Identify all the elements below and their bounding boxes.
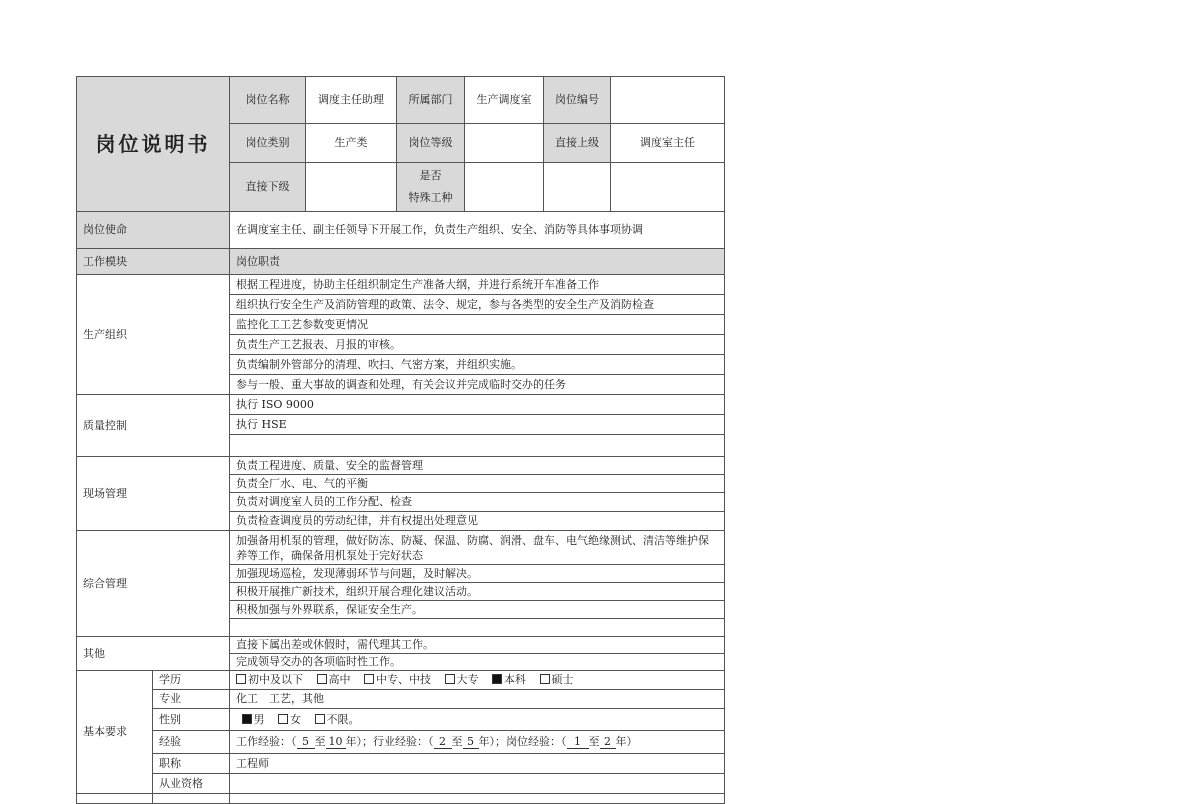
module-name: 其他 (77, 637, 230, 671)
education-option: 高中 (328, 673, 351, 686)
post-name-value: 调度主任助理 (306, 77, 397, 124)
title-value: 工程师 (230, 754, 725, 774)
exp-end: 年）； (345, 735, 373, 748)
duty-item: 负责编制外管部分的清理、吹扫、气密方案，并组织实施。 (230, 355, 725, 375)
major-value: 化工 工艺，其他 (230, 690, 725, 709)
checkbox-icon (445, 674, 455, 684)
blank-cell (153, 794, 230, 804)
blank-cell (611, 163, 725, 212)
module-column-header: 工作模块 (77, 249, 230, 275)
work-exp-max: 10 (326, 736, 346, 749)
qualification-value (230, 774, 725, 794)
job-description-sheet (76, 76, 724, 804)
checkbox-icon (278, 714, 288, 724)
work-exp-label: 工作经验：（ (236, 735, 297, 748)
blank-cell (77, 794, 153, 804)
experience-values (230, 731, 725, 754)
module-name: 生产组织 (77, 275, 230, 395)
gender-option: 女 (290, 712, 301, 726)
industry-exp-max: 5 (463, 736, 479, 749)
duty-item: 参与一般、重大事故的调查和处理，有关会议并完成临时交办的任务 (230, 375, 725, 395)
subordinate-value (306, 163, 397, 212)
dept-label: 所属部门 (397, 77, 465, 124)
duty-item: 负责检查调度员的劳动纪律，并有权提出处理意见 (230, 512, 725, 531)
duty-item: 组织执行安全生产及消防管理的政策、法令、规定，参与各类型的安全生产及消防检查 (230, 295, 725, 315)
duty-item: 负责对调度室人员的工作分配、检查 (230, 493, 725, 512)
blank-cell (544, 163, 611, 212)
gender-options (230, 709, 725, 731)
duty-item: 完成领导交办的各项临时性工作。 (230, 654, 725, 671)
industry-exp-min: 2 (434, 736, 452, 749)
exp-to: 至 (588, 735, 600, 748)
duty-item: 执行 HSE (230, 415, 725, 435)
exp-end: 年）； (478, 735, 506, 748)
requirements-label: 基本要求 (77, 671, 153, 794)
subordinate-label: 直接下级 (230, 163, 306, 212)
duty-item (230, 435, 725, 457)
education-options (230, 671, 725, 690)
work-exp-min: 5 (297, 736, 315, 749)
duty-item: 根据工程进度，协助主任组织制定生产准备大纲，并进行系统开车准备工作 (230, 275, 725, 295)
duty-column-header: 岗位职责 (230, 249, 725, 275)
gender-label: 性别 (153, 709, 230, 731)
gender-option: 男 (253, 712, 265, 726)
checkbox-icon (317, 674, 327, 684)
dept-value: 生产调度室 (465, 77, 544, 124)
duty-item: 加强现场巡检，发现薄弱环节与问题，及时解决。 (230, 565, 725, 583)
post-name-label: 岗位名称 (230, 77, 306, 124)
post-no-label: 岗位编号 (544, 77, 611, 124)
checkbox-icon (236, 674, 246, 684)
special-job-label-line2: 特殊工种 (408, 191, 453, 204)
title-label: 职称 (153, 754, 230, 774)
category-value: 生产类 (306, 124, 397, 163)
exp-end: 年） (615, 735, 638, 748)
education-option: 大专 (456, 673, 479, 686)
exp-to: 至 (314, 735, 326, 748)
experience-label: 经验 (153, 731, 230, 754)
special-job-label (397, 163, 465, 212)
education-label: 学历 (153, 671, 230, 690)
duty-item: 直接下属出差或休假时，需代理其工作。 (230, 637, 725, 654)
major-label: 专业 (153, 690, 230, 709)
duty-item (230, 619, 725, 637)
duty-item: 负责生产工艺报表、月报的审核。 (230, 335, 725, 355)
mission-label: 岗位使命 (77, 212, 230, 249)
duty-item: 执行 ISO 9000 (230, 395, 725, 415)
duty-item: 监控化工工艺参数变更情况 (230, 315, 725, 335)
education-option: 初中及以下 (248, 673, 303, 686)
post-exp-max: 2 (600, 736, 616, 749)
duty-item: 负责全厂水、电、气的平衡 (230, 475, 725, 493)
qualification-label: 从业资格 (153, 774, 230, 794)
category-label: 岗位类别 (230, 124, 306, 163)
module-name: 综合管理 (77, 531, 230, 637)
superior-label: 直接上级 (544, 124, 611, 163)
duty-item: 加强备用机泵的管理，做好防冻、防凝、保温、防腐、润滑、盘车、电气绝缘测试、清洁等维护保养等工作，确保备用机泵处于完好状态 (230, 531, 725, 565)
post-exp-label: 岗位经验：（ (506, 735, 567, 748)
special-job-value (465, 163, 544, 212)
exp-to: 至 (451, 735, 463, 748)
duty-item: 负责工程进度、质量、安全的监督管理 (230, 457, 725, 475)
document-title: 岗位说明书 (77, 77, 230, 212)
checkbox-checked-icon (242, 714, 252, 724)
checkbox-checked-icon (492, 674, 502, 684)
post-no-value (611, 77, 725, 124)
job-description-table (76, 76, 725, 804)
checkbox-icon (315, 714, 325, 724)
education-option: 本科 (504, 673, 526, 686)
grade-label: 岗位等级 (397, 124, 465, 163)
module-name: 现场管理 (77, 457, 230, 531)
checkbox-icon (364, 674, 374, 684)
superior-value: 调度室主任 (611, 124, 725, 163)
module-name: 质量控制 (77, 395, 230, 457)
duty-item: 积极开展推广新技术，组织开展合理化建议活动。 (230, 583, 725, 601)
education-option: 中专、中技 (376, 673, 431, 686)
mission-text: 在调度室主任、副主任领导下开展工作，负责生产组织、安全、消防等具体事项协调 (230, 212, 725, 249)
special-job-label-line1: 是否 (419, 169, 442, 182)
industry-exp-label: 行业经验：（ (373, 735, 434, 748)
checkbox-icon (540, 674, 550, 684)
grade-value (465, 124, 544, 163)
duty-item: 积极加强与外界联系，保证安全生产。 (230, 601, 725, 619)
education-option: 硕士 (551, 673, 574, 686)
gender-option: 不限。 (326, 712, 360, 726)
post-exp-min: 1 (567, 736, 589, 749)
blank-cell (230, 794, 725, 804)
